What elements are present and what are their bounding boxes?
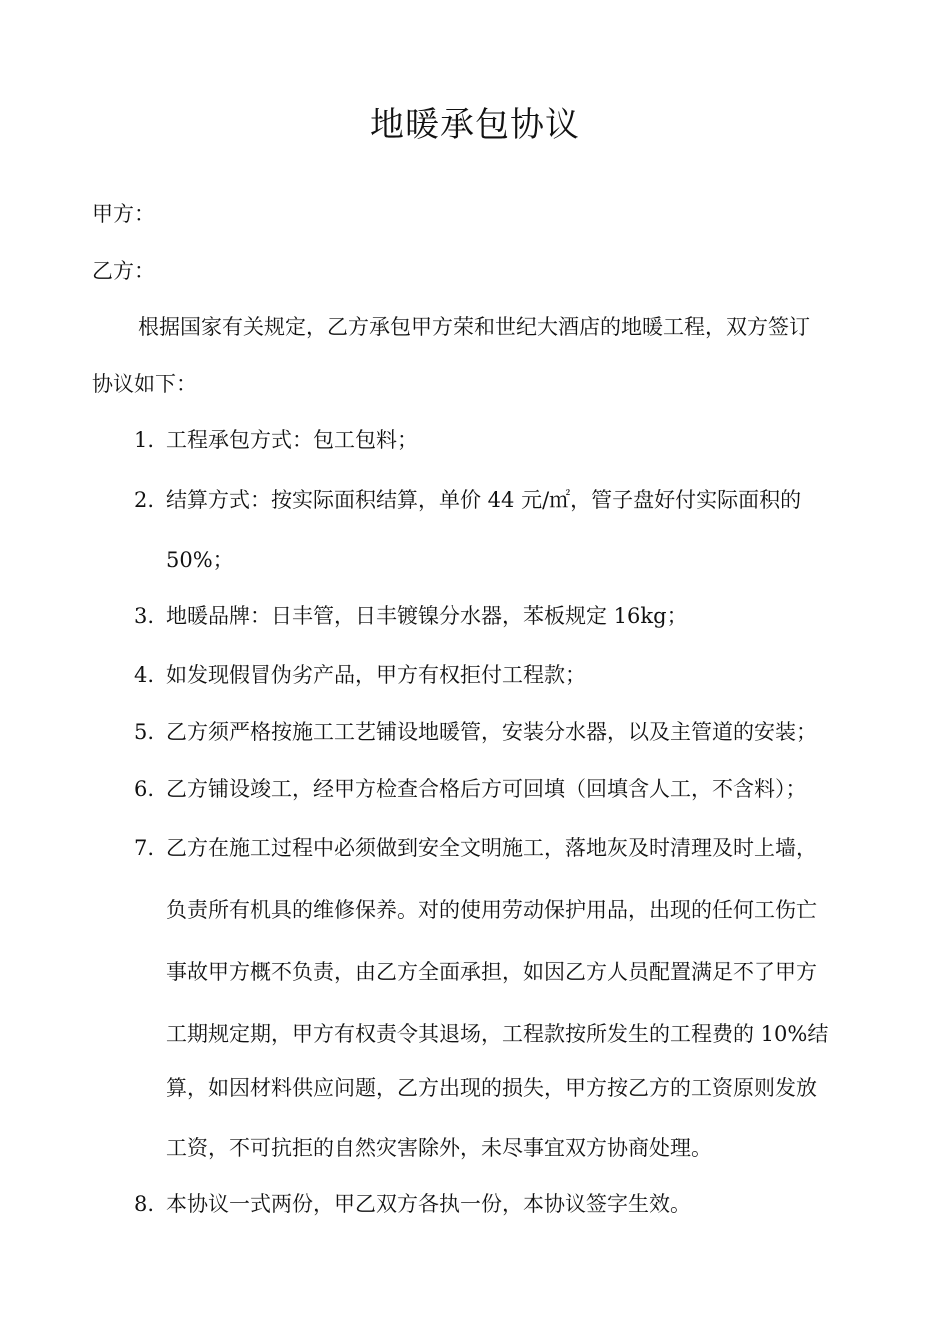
clause-text-continued: 事故甲方概不负责，由乙方全面承担，如因乙方人员配置满足不了甲方 — [166, 960, 817, 984]
clause-text-continued: 算，如因材料供应问题，乙方出现的损失，甲方按乙方的工资原则发放 — [166, 1076, 817, 1100]
party-b-label: 乙方： — [92, 259, 155, 283]
intro-paragraph-line-1: 根据国家有关规定，乙方承包甲方荣和世纪大酒店的地暖工程，双方签订 — [138, 315, 810, 339]
clause-number: 6. — [134, 777, 155, 801]
party-a-label: 甲方： — [92, 202, 155, 226]
clause-number: 3. — [134, 604, 155, 628]
clause-text: 工程承包方式：包工包料； — [166, 428, 418, 452]
clause-number: 5. — [134, 720, 155, 744]
document-title: 地暖承包协议 — [370, 105, 580, 145]
clause-text: 本协议一式两份，甲乙双方各执一份，本协议签字生效。 — [166, 1192, 691, 1216]
clause-text-continued: 负责所有机具的维修保养。对的使用劳动保护用品，出现的任何工伤亡 — [166, 898, 817, 922]
clause-text: 乙方须严格按施工工艺铺设地暖管，安装分水器，以及主管道的安装； — [166, 720, 817, 744]
clause-text: 如发现假冒伪劣产品，甲方有权拒付工程款； — [166, 663, 586, 687]
clause-text: 乙方铺设竣工，经甲方检查合格后方可回填（回填含人工，不含料）； — [166, 777, 807, 801]
clause-number: 8. — [134, 1192, 155, 1216]
clause-number: 4. — [134, 663, 155, 687]
clause-number: 1. — [134, 428, 155, 452]
clause-text-continued: 50%； — [166, 548, 234, 572]
clause-number: 7. — [134, 836, 155, 860]
clause-text-continued: 工期规定期，甲方有权责令其退场，工程款按所发生的工程费的 10%结 — [166, 1022, 829, 1046]
clause-text: 乙方在施工过程中必须做到安全文明施工，落地灰及时清理及时上墙， — [166, 836, 817, 860]
clause-text: 结算方式：按实际面积结算，单价 44 元/㎡，管子盘好付实际面积的 — [166, 488, 802, 512]
clause-text-continued: 工资，不可抗拒的自然灾害除外，未尽事宜双方协商处理。 — [166, 1136, 712, 1160]
clause-text: 地暖品牌：日丰管，日丰镀镍分水器，苯板规定 16kg； — [166, 604, 688, 628]
intro-paragraph-line-2: 协议如下： — [92, 372, 197, 396]
clause-number: 2. — [134, 488, 155, 512]
